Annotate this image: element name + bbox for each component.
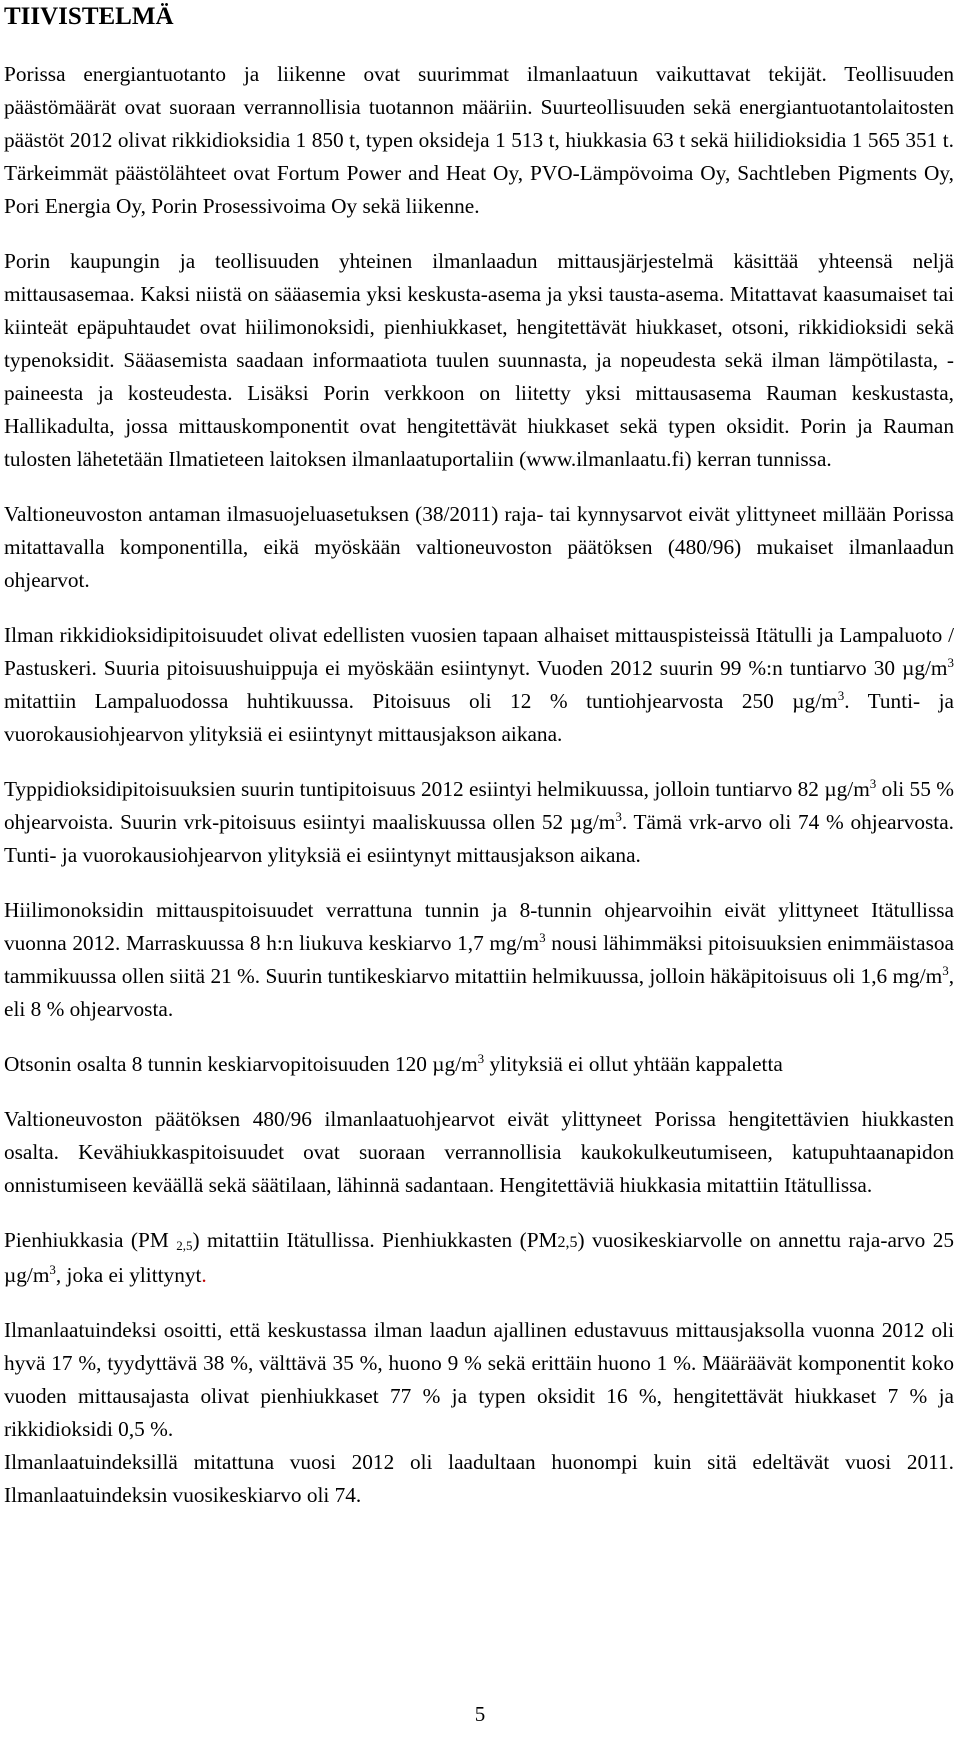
text-run: Pienhiukkasia (PM bbox=[4, 1228, 177, 1252]
text-run: oli 55 % ohjearvoista. Suurin vrk-pitoisuus esiintyi maaliskuussa ollen 52 µg/m bbox=[4, 777, 955, 834]
superscript: 3 bbox=[539, 930, 546, 945]
superscript: 3 bbox=[615, 809, 622, 824]
text-run: . Tunti- ja vuorokausiohjearvon ylityksiä ei esiintynyt mittausjakson aikana. bbox=[4, 689, 954, 746]
text-run: ) vuosikeskiarvolle on annettu raja-arvo 25 µg/m bbox=[4, 1228, 954, 1287]
paragraph-emissions: Porissa energiantuotanto ja liikenne ovat suurimmat ilmanlaatuun vaikuttavat tekijät. Teollisuuden päästömäärät ovat suoraan verrannollisia tuotannon määriin. Suurteollisuuden sekä energiantuotantolaitosten päästöt 2012 olivat rikkidioksidia 1 850 t, typen oksideja 1 513 t, hiukkasia 63 t sekä hiilidioksidia 1 565 351 t. Tärkeimmät päästölähteet ovat Fortum Power and Heat Oy, PVO-Lämpövoima Oy, Sachtleben Pigments Oy, Pori Energia Oy, Porin Prosessivoima Oy sekä liikenne. bbox=[4, 62, 954, 218]
text-run: , joka ei ylittynyt bbox=[55, 1263, 202, 1287]
page-title: TIIVISTELMÄ bbox=[4, 3, 174, 30]
text-run: mitattiin Lampaluodossa huhtikuussa. Pitoisuus oli 12 % tuntiohjearvosta 250 µg/m bbox=[4, 689, 838, 713]
text-run: Otsonin osalta 8 tunnin keskiarvopitoisuuden 120 µg/m bbox=[4, 1052, 478, 1076]
text-run: nousi lähimmäksi pitoisuuksien enimmäistasoa tammikuussa ollen siitä 21 %. Suurin tuntikeskiarvo mitattiin helmikuussa, jolloin häkäpitoisuus oli 1,6 mg/m bbox=[4, 931, 954, 988]
text-run: ylityksiä ei ollut yhtään kappaletta bbox=[484, 1052, 783, 1076]
superscript: 3 bbox=[837, 688, 845, 703]
paragraph-fine-particles bbox=[4, 1224, 954, 1292]
paragraph-inhalable-particles: Valtioneuvoston päätöksen 480/96 ilmanlaatuohjearvot eivät ylittyneet Porissa hengitettävien hiukkasten osalta. Kevähiukkaspitoisuudet ovat suoraan verrannollisia kaukokulkeutumiseen, katupuhtaanapidon onnistumiseen keväällä sekä säätilaan, lähinnä sadantaan. Hengitettäviä hiukkasia mitattiin Itätullissa. bbox=[4, 1107, 954, 1197]
text-run: . Tämä vrk-arvo oli 74 % ohjearvosta. Tunti- ja vuorokausiohjearvon ylityksiä ei esiintynyt mittausjakson aikana. bbox=[4, 810, 954, 867]
text-run: , eli 8 % ohjearvosta. bbox=[4, 964, 955, 1021]
superscript: 3 bbox=[947, 655, 954, 670]
paragraph-ozone bbox=[4, 1048, 954, 1081]
superscript: 3 bbox=[942, 963, 949, 978]
text-run: Typpidioksidipitoisuuksien suurin tuntipitoisuus 2012 esiintyi helmikuussa, jolloin tuntiarvo 82 µg/m bbox=[4, 777, 870, 801]
superscript: 3 bbox=[869, 776, 877, 791]
superscript: 3 bbox=[477, 1051, 485, 1066]
paragraph-carbon-monoxide bbox=[4, 894, 954, 1026]
summary-body bbox=[4, 58, 954, 1534]
paragraph-index-comparison: Ilmanlaatuindeksillä mitattuna vuosi 2012 oli laadultaan huonompi kuin sitä edeltävät vuosi 2011. Ilmanlaatuindeksin vuosikeskiarvo oli 74. bbox=[4, 1450, 954, 1507]
red-period: . bbox=[201, 1263, 207, 1287]
paragraph-measurement-network: Porin kaupungin ja teollisuuden yhteinen ilmanlaadun mittausjärjestelmä käsittää yhteensä neljä mittausasemaa. Kaksi niistä on sääasemia yksi keskusta-asema ja yksi tausta-asema. Mitattavat kaasumaiset tai kiinteät epäpuhtaudet ovat hiilimonoksidi, pienhiukkaset, hengitettävät hiukkaset, otsoni, rikkidioksidi sekä typenoksidit. Sääasemista saadaan informaatiota tuulen suunnasta, ja nopeudesta sekä ilman lämpötilasta, - paineesta ja kosteudesta. Lisäksi Porin verkkoon on liitetty yksi mittausasema Rauman keskustasta, Hallikadulta, jossa mittauskomponentit ovat hengitettävät hiukkaset sekä typen oksidit. Porin ja Rauman tulosten lähetetään Ilmatieteen laitoksen ilmanlaatuportaliin (www.ilmanlaatu.fi) kerran tunnissa. bbox=[4, 249, 954, 471]
page-number: 5 bbox=[474, 1702, 486, 1726]
text-run: Ilman rikkidioksidipitoisuudet olivat edellisten vuosien tapaan alhaiset mittauspisteissä Itätulli ja Lampaluoto / Pastuskeri. Suuria pitoisuushuippuja ei myöskään esiintynyt. Vuoden 2012 suurin 99 %:n tuntiarvo 30 µg/m bbox=[4, 623, 954, 680]
text-run: Hiilimonoksidin mittauspitoisuudet verrattuna tunnin ja 8-tunnin ohjearvoihin eivät ylittyneet Itätullissa vuonna 2012. Marraskuussa 8 h:n liukuva keskiarvo 1,7 mg/m bbox=[4, 898, 954, 955]
paragraph-sulfur-dioxide bbox=[4, 619, 954, 751]
paragraph-limit-values: Valtioneuvoston antaman ilmasuojeluasetuksen (38/2011) raja- tai kynnysarvot eivät ylittyneet millään Porissa mitattavalla komponentilla, eikä myöskään valtioneuvoston päätöksen (480/96) mukaiset ilmanlaadun ohjearvot. bbox=[4, 502, 954, 592]
paragraph-air-quality-index: Ilmanlaatuindeksi osoitti, että keskustassa ilman laadun ajallinen edustavuus mittausjaksolla vuonna 2012 oli hyvä 17 %, tyydyttävä 38 %, välttävä 35 %, huono 9 % sekä erittäin huono 1 %. Määräävät komponentit koko vuoden mittausajasta olivat pienhiukkaset 77 % ja typen oksidit 16 %, hengitettävät hiukkaset 7 % ja rikkidioksidi 0,5 %. bbox=[4, 1318, 954, 1441]
subscript: 2,5 bbox=[176, 1238, 193, 1253]
text-run: ) mitattiin Itätullissa. Pienhiukkasten (PM bbox=[192, 1228, 558, 1252]
superscript: 3 bbox=[49, 1262, 56, 1277]
paragraph-nitrogen-dioxide bbox=[4, 773, 954, 872]
inline-subscript: 2,5 bbox=[557, 1234, 578, 1251]
